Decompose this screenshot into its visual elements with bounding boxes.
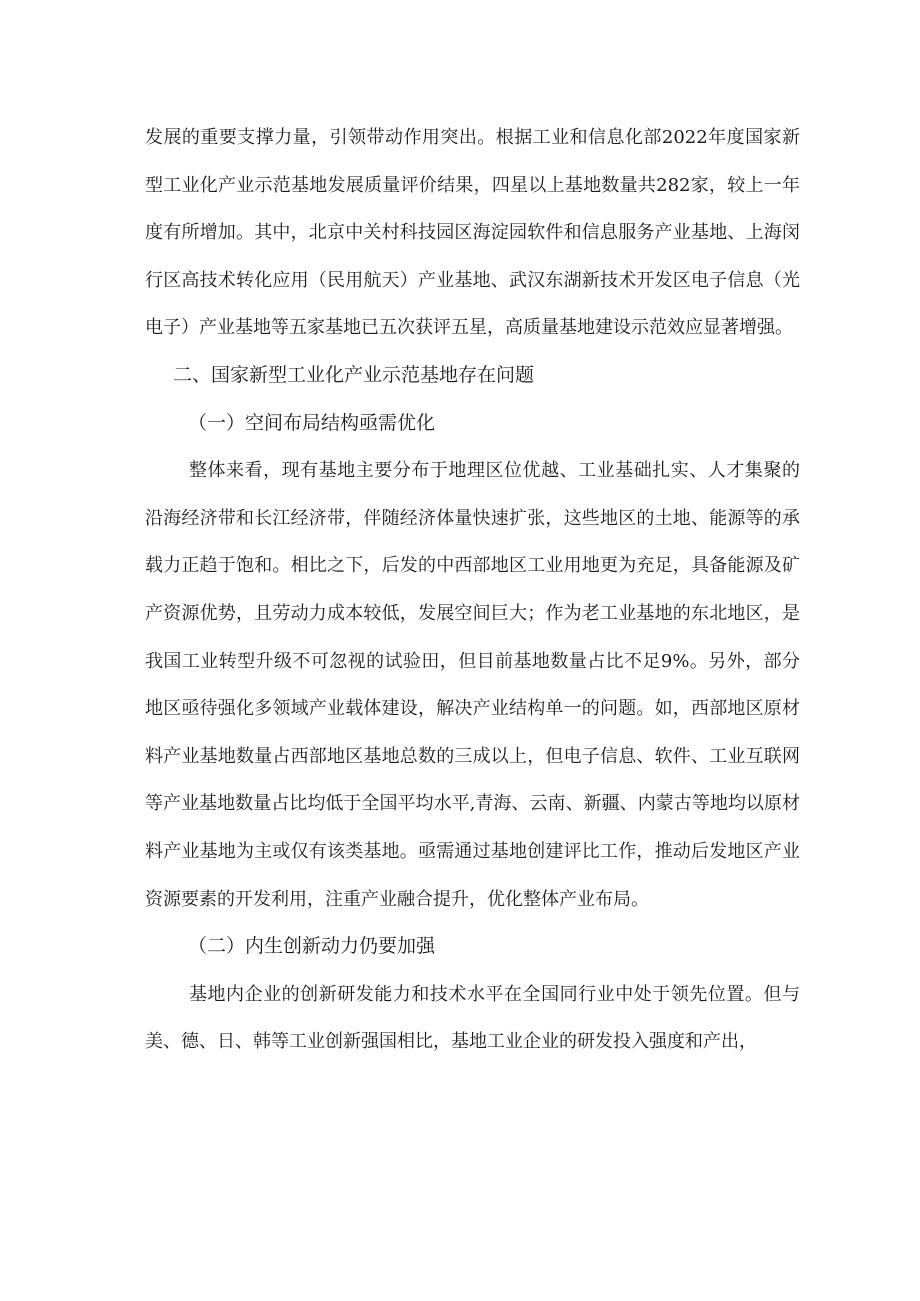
subsection-heading-spatial-layout: （一）空间布局结构亟需优化 (188, 411, 436, 434)
body-paragraph-continued: 发展的重要支撑力量，引领带动作用突出。根据工业和信息化部2022年度国家新型工业化产业示范基地发展质量评价结果，四星以上基地数量共282家，较上一年度有所增加。其中，北京中关村科技园区海淀园软件和信息服务产业基地、上海闵行区高技术转化应用（民用航天）产业基地、武汉东湖新技术开发区电子信息（光电子）产业基地等五家基地已五次获评五星，高质量基地建设示范效应显著增强。 (145, 127, 800, 339)
section-heading: 二、国家新型工业化产业示范基地存在问题 (173, 363, 535, 386)
subsection-heading-innovation: （二）内生创新动力仍要加强 (188, 935, 436, 958)
body-paragraph-innovation: 基地内企业的创新研发能力和技术水平在全国同行业中处于领先位置。但与美、德、日、韩等工业创新强国相比，基地工业企业的研发投入强度和产出， (145, 983, 800, 1053)
body-paragraph-spatial-layout: 整体来看，现有基地主要分布于地理区位优越、工业基础扎实、人才集聚的沿海经济带和长江经济带，伴随经济体量快速扩张，这些地区的土地、能源等的承载力正趋于饱和。相比之下，后发的中西部地区工业用地更为充足，具备能源及矿产资源优势，且劳动力成本较低，发展空间巨大；作为老工业基地的东北地区，是我国工业转型升级不可忽视的试验田，但目前基地数量占比不足9%。另外，部分地区亟待强化多领域产业载体建设，解决产业结构单一的问题。如，西部地区原材料产业基地数量占西部地区基地总数的三成以上，但电子信息、软件、工业互联网等产业基地数量占比均低于全国平均水平,青海、云南、新疆、内蒙古等地均以原材料产业基地为主或仅有该类基地。亟需通过基地创建评比工作，推动后发地区产业资源要素的开发利用，注重产业融合提升，优化整体产业布局。 (145, 460, 800, 910)
